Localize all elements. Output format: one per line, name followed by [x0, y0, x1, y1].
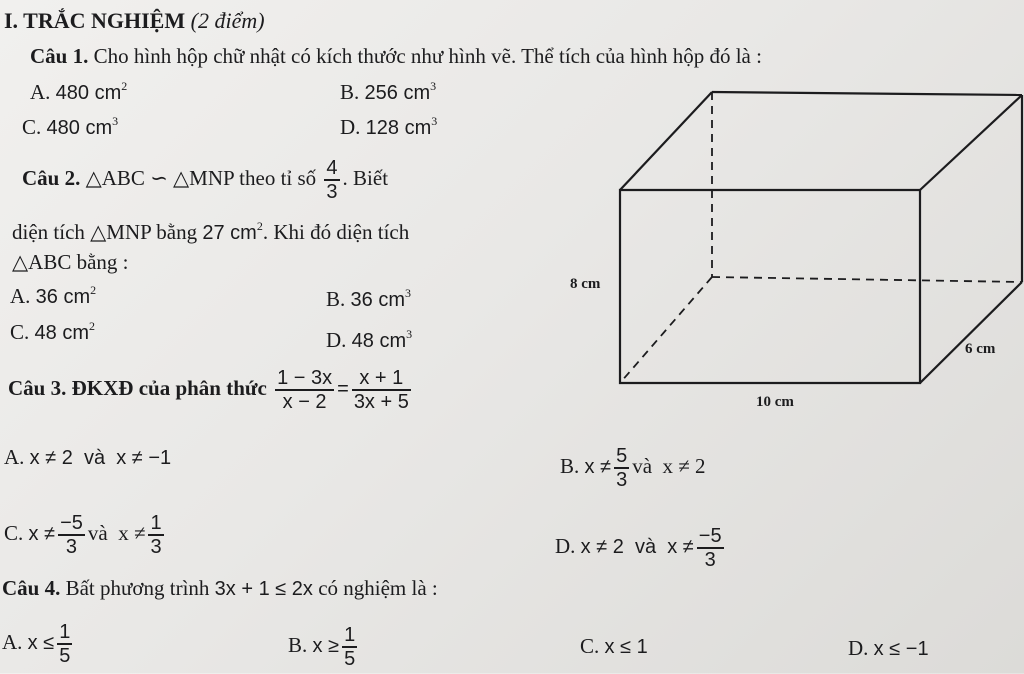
q1-option-d-exp: 3	[431, 114, 438, 128]
q4-b-denominator: 5	[344, 648, 356, 671]
q3-option-a-value: x ≠ 2 và x ≠ −1	[29, 447, 172, 469]
q2-option-a-value: 36 cm	[35, 286, 91, 308]
q4-option-b-pre: x ≥	[312, 635, 340, 657]
fraction-1-numerator: 1 − 3x	[277, 367, 333, 390]
question-2-line2b: . Khi đó diện tích	[262, 220, 410, 244]
fraction-1-denominator: x − 2	[282, 391, 327, 414]
q1-option-d-letter: D.	[340, 115, 361, 139]
q4-option-a-letter: A.	[2, 630, 23, 654]
q4-option-b-letter: B.	[288, 633, 308, 657]
q2-option-b-exp: 3	[404, 286, 411, 300]
q1-option-c-letter: C.	[22, 115, 42, 139]
q1-option-b-value: 256 cm	[364, 82, 431, 104]
q3-c-denominator-1: 3	[65, 536, 78, 559]
box-depth-label: 6 cm	[965, 341, 996, 357]
q1-option-a-exp: 2	[121, 79, 128, 93]
q3-option-c-pre: x ≠	[28, 523, 56, 545]
q1-option-b-exp: 3	[430, 79, 437, 93]
q2-option-d-exp: 3	[406, 327, 413, 341]
fraction-2-denominator: 3x + 5	[353, 391, 409, 414]
q2-option-c-value: 48 cm	[34, 322, 89, 344]
question-2-label: Câu 2.	[22, 166, 81, 190]
q4-b-numerator: 1	[344, 624, 356, 647]
q1-option-a-value: 480 cm	[55, 82, 122, 104]
q3-c-numerator-2: 1	[150, 512, 162, 535]
question-2-line3: △ABC bằng :	[12, 250, 129, 274]
q3-c-denominator-2: 3	[150, 536, 162, 559]
q2-option-d-value: 48 cm	[351, 330, 407, 352]
box-hidden-back-bottom	[712, 277, 1022, 282]
box-hidden-edges	[620, 92, 1022, 383]
question-2-ratio-text: theo tỉ số	[239, 166, 317, 190]
q4-option-c-value: x ≤ 1	[604, 636, 648, 658]
q1-option-d-value: 128 cm	[365, 117, 432, 139]
question-2-biet: . Biết	[342, 166, 389, 190]
box-edge-top-left	[620, 92, 712, 190]
question-2-similar: △ABC ∽ △MNP	[85, 166, 234, 190]
q3-d-denominator: 3	[704, 549, 716, 572]
question-3-equals: =	[337, 378, 349, 400]
q4-a-denominator: 5	[59, 645, 71, 668]
q2-option-d-letter: D.	[326, 328, 347, 352]
box-front-face	[620, 190, 920, 383]
q1-option-c-value: 480 cm	[46, 117, 113, 139]
ratio-numerator: 4	[326, 157, 338, 180]
box-hidden-left-bottom	[620, 277, 712, 383]
section-points: (2 điểm)	[190, 8, 265, 33]
q3-option-b-post: và x ≠ 2	[632, 454, 706, 478]
question-4-text2: có nghiệm là :	[318, 576, 438, 600]
question-4-label: Câu 4.	[2, 576, 61, 600]
question-2-line2a: diện tích △MNP bằng	[12, 220, 198, 244]
q4-option-c-letter: C.	[580, 634, 600, 658]
q2-option-b-letter: B.	[326, 287, 346, 311]
q2-option-b-value: 36 cm	[350, 289, 405, 311]
q4-option-d-value: x ≤ −1	[873, 638, 929, 660]
box-edge-top-right	[920, 95, 1022, 190]
q3-option-c-letter: C.	[4, 521, 24, 545]
q1-option-b-letter: B.	[340, 80, 360, 104]
question-3-text: ĐKXĐ của phân thức	[71, 376, 267, 400]
ratio-denominator: 3	[326, 181, 338, 204]
q3-c-numerator-1: −5	[60, 512, 83, 535]
q3-option-d-letter: D.	[555, 534, 576, 558]
q2-option-c-letter: C.	[10, 320, 30, 344]
q3-option-d-pre: x ≠ 2 và x ≠	[580, 536, 694, 558]
box-edge-top-back	[712, 92, 1022, 95]
q1-option-c-exp: 3	[112, 114, 119, 128]
question-2-area-value: 27 cm	[202, 222, 257, 244]
q3-option-c-mid: và x ≠	[87, 521, 146, 545]
q2-option-c-exp: 2	[88, 319, 95, 333]
box-width-label: 10 cm	[756, 394, 794, 410]
fraction-2-numerator: x + 1	[352, 367, 411, 391]
q2-option-a-exp: 2	[90, 283, 97, 297]
question-1-text: Cho hình hộp chữ nhật có kích thước như hình vẽ. Thể tích của hình hộp đó là :	[93, 44, 762, 68]
q4-a-numerator: 1	[59, 621, 71, 644]
box-height-label: 8 cm	[570, 276, 601, 292]
question-4-inequality: 3x + 1 ≤ 2x	[214, 578, 313, 600]
q4-option-d-letter: D.	[848, 636, 869, 660]
box-edge-bottom-right	[920, 282, 1022, 383]
question-3-label: Câu 3.	[8, 376, 67, 400]
q3-option-b-pre: x ≠	[584, 456, 612, 478]
q3-option-a-letter: A.	[4, 445, 25, 469]
q2-option-a-letter: A.	[10, 284, 31, 308]
section-title-text: I. TRẮC NGHIỆM	[4, 8, 186, 33]
q3-option-b-letter: B.	[560, 454, 580, 478]
q1-option-a-letter: A.	[30, 80, 51, 104]
q3-b-numerator: 5	[616, 445, 628, 468]
question-4-text1: Bất phương trình	[65, 576, 210, 600]
q3-d-numerator: −5	[698, 525, 722, 548]
question-1-label: Câu 1.	[30, 44, 89, 68]
question-2-area-exp: 2	[256, 219, 263, 233]
q4-option-a-pre: x ≤	[27, 632, 55, 654]
box-edges	[620, 92, 1022, 383]
q3-b-denominator: 3	[616, 469, 628, 492]
